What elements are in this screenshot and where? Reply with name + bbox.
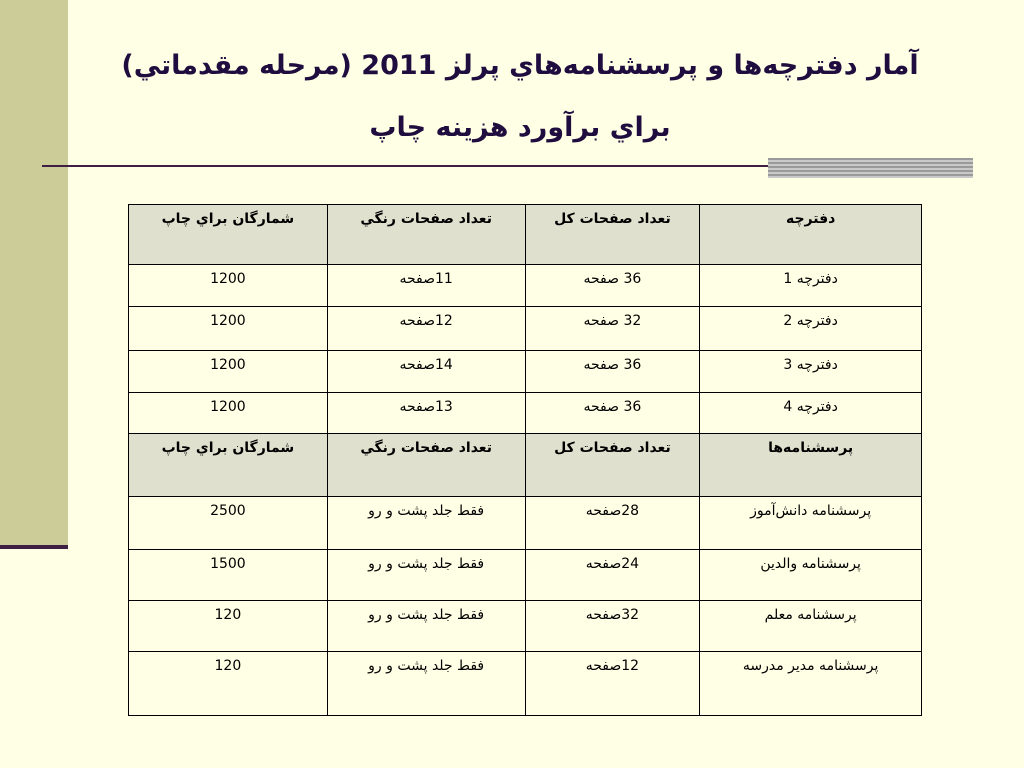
table-header-row bbox=[129, 205, 922, 265]
slide-title-line1: آمار دفترچه‌ها و پرسشنامه‌هاي پرلز 2011 (مرحله مقدماتي) bbox=[121, 50, 919, 81]
header-cell: پرسشنامه‌ها bbox=[700, 434, 922, 497]
table-cell: 13صفحه bbox=[327, 393, 525, 434]
table-cell: 36 صفحه bbox=[525, 393, 700, 434]
header-cell: دفترچه bbox=[700, 205, 922, 265]
table-cell: 12صفحه bbox=[525, 652, 700, 716]
table-cell: 2500 bbox=[129, 497, 328, 550]
table-row bbox=[129, 307, 922, 351]
table-cell: 36 صفحه bbox=[525, 351, 700, 393]
table-row bbox=[129, 393, 922, 434]
table-cell: پرسشنامه دانش‌آموز bbox=[700, 497, 922, 550]
print-stats-table bbox=[128, 204, 922, 716]
header-cell: تعداد صفحات كل bbox=[525, 205, 700, 265]
table-cell: 1200 bbox=[129, 307, 328, 351]
table-row bbox=[129, 265, 922, 307]
table-cell: دفترچه 1 bbox=[700, 265, 922, 307]
table-cell: پرسشنامه والدين bbox=[700, 550, 922, 601]
table-cell: 1200 bbox=[129, 265, 328, 307]
table-cell: دفترچه 4 bbox=[700, 393, 922, 434]
table-header-row bbox=[129, 434, 922, 497]
table-cell: فقط جلد پشت و رو bbox=[327, 652, 525, 716]
table-cell: 14صفحه bbox=[327, 351, 525, 393]
header-cell: تعداد صفحات رنگي bbox=[327, 434, 525, 497]
table-cell: 28صفحه bbox=[525, 497, 700, 550]
table-row bbox=[129, 351, 922, 393]
table-cell: 11صفحه bbox=[327, 265, 525, 307]
table-cell: فقط جلد پشت و رو bbox=[327, 550, 525, 601]
table-cell: 12صفحه bbox=[327, 307, 525, 351]
table-row bbox=[129, 601, 922, 652]
header-cell: شمارگان براي چاپ bbox=[129, 205, 328, 265]
table-cell: فقط جلد پشت و رو bbox=[327, 601, 525, 652]
header-cell: تعداد صفحات رنگي bbox=[327, 205, 525, 265]
table-cell: فقط جلد پشت و رو bbox=[327, 497, 525, 550]
table-row bbox=[129, 550, 922, 601]
table-cell: 32 صفحه bbox=[525, 307, 700, 351]
header-cell: شمارگان براي چاپ bbox=[129, 434, 328, 497]
table-cell: پرسشنامه معلم bbox=[700, 601, 922, 652]
table-cell: 1500 bbox=[129, 550, 328, 601]
table-cell: دفترچه 3 bbox=[700, 351, 922, 393]
table-cell: 1200 bbox=[129, 351, 328, 393]
table-cell: 120 bbox=[129, 601, 328, 652]
header-cell: تعداد صفحات كل bbox=[525, 434, 700, 497]
table-cell: 24صفحه bbox=[525, 550, 700, 601]
side-accent-bar bbox=[0, 0, 68, 545]
table-cell: 120 bbox=[129, 652, 328, 716]
table-row bbox=[129, 652, 922, 716]
slide-title-line2: براي برآورد هزينه چاپ bbox=[369, 112, 671, 143]
table-cell: پرسشنامه مدير مدرسه bbox=[700, 652, 922, 716]
decorative-gray-bar bbox=[768, 158, 973, 178]
table-cell: دفترچه 2 bbox=[700, 307, 922, 351]
table-cell: 32صفحه bbox=[525, 601, 700, 652]
table-cell: 36 صفحه bbox=[525, 265, 700, 307]
table-row bbox=[129, 497, 922, 550]
table-cell: 1200 bbox=[129, 393, 328, 434]
side-accent-rule bbox=[0, 545, 68, 549]
